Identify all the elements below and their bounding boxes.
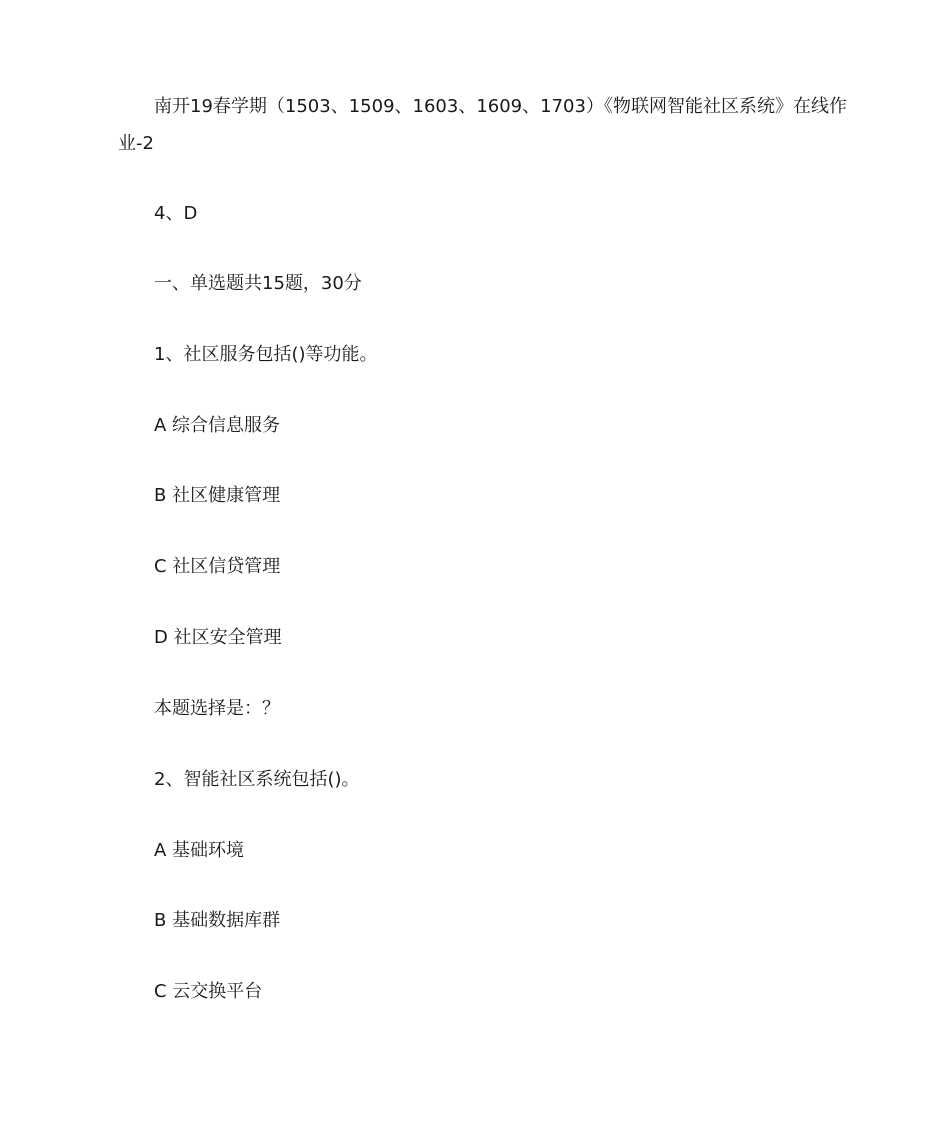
section-heading: 一、单选题共15题，30分 (154, 273, 362, 294)
question-2-option-b: B 基础数据库群 (154, 910, 281, 931)
question-1-option-b: B 社区健康管理 (154, 485, 281, 506)
question-1-stem: 1、社区服务包括()等功能。 (154, 344, 378, 365)
question-1-answer-prompt: 本题选择是：？ (154, 698, 280, 719)
question-1-option-c: C 社区信贷管理 (154, 556, 281, 577)
title-line-2: 业-2 (118, 133, 154, 154)
title-line-1: 南开19春学期（1503、1509、1603、1609、1703）《物联网智能社区系统》在线作 (154, 96, 847, 117)
question-1-option-d: D 社区安全管理 (154, 627, 282, 648)
question-1-option-a: A 综合信息服务 (154, 415, 281, 436)
question-2-stem: 2、智能社区系统包括()。 (154, 769, 360, 790)
document-title (118, 88, 847, 162)
question-2-option-a: A 基础环境 (154, 840, 245, 861)
answer-reference: 4、D (154, 203, 198, 224)
question-2-option-c: C 云交换平台 (154, 981, 263, 1002)
